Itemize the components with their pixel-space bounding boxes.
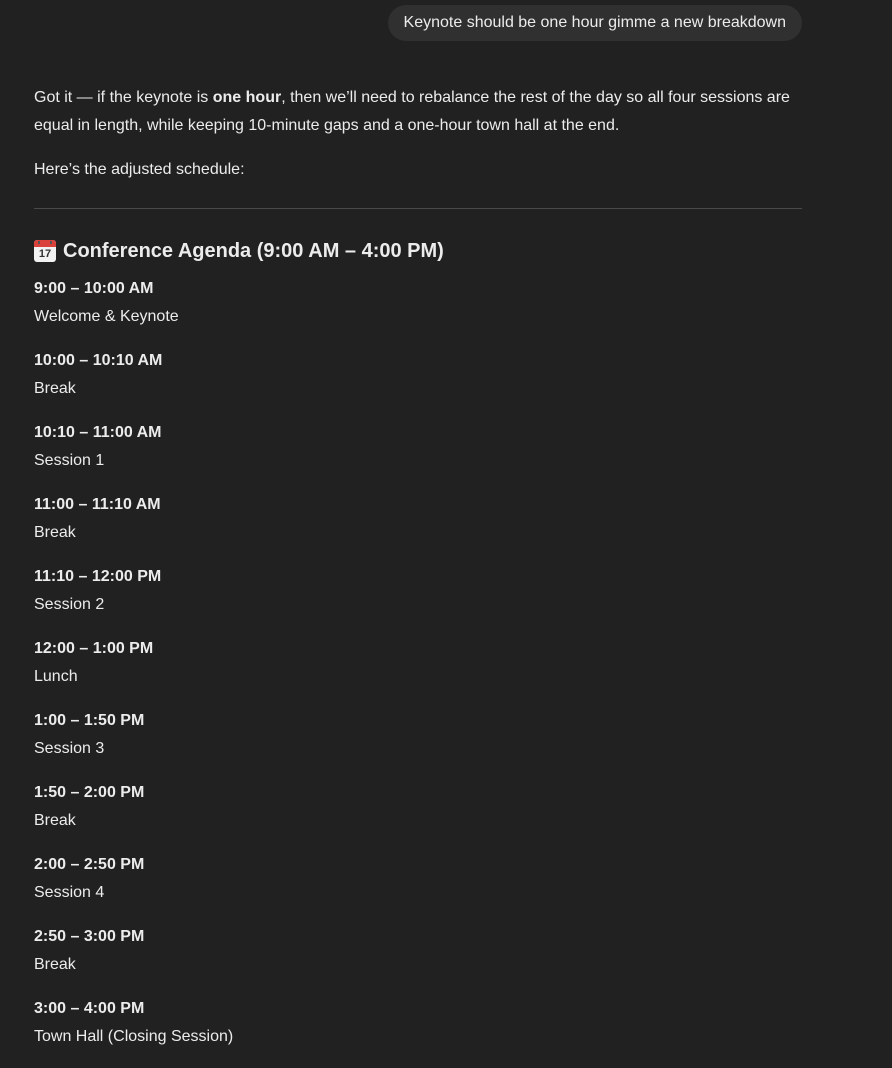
agenda-slot-label: Lunch — [34, 668, 78, 685]
agenda-slot-label: Break — [34, 812, 76, 829]
agenda-slot — [34, 851, 802, 907]
agenda-slot — [34, 635, 802, 691]
reply-intro-start: Got it — if the keynote is — [34, 89, 213, 106]
assistant-reply — [34, 84, 802, 1067]
agenda-slot-label: Break — [34, 380, 76, 397]
agenda-slot-label: Session 4 — [34, 884, 105, 901]
agenda-heading — [34, 235, 802, 267]
calendar-icon-number: 17 — [38, 248, 52, 260]
agenda-slot — [34, 347, 802, 403]
agenda-list — [34, 275, 802, 1051]
agenda-slot — [34, 995, 802, 1051]
agenda-slot — [34, 491, 802, 547]
agenda-slot — [34, 923, 802, 979]
agenda-slot-time: 9:00 – 10:00 AM — [34, 280, 154, 297]
agenda-slot-time: 2:50 – 3:00 PM — [34, 928, 145, 945]
agenda-slot-label: Town Hall (Closing Session) — [34, 1028, 234, 1045]
agenda-slot-time: 1:00 – 1:50 PM — [34, 712, 145, 729]
agenda-slot-time: 3:00 – 4:00 PM — [34, 1000, 145, 1017]
agenda-slot — [34, 707, 802, 763]
agenda-slot-time: 10:00 – 10:10 AM — [34, 352, 163, 369]
agenda-slot-time: 11:00 – 11:10 AM — [34, 496, 161, 513]
agenda-slot — [34, 779, 802, 835]
agenda-slot-label: Break — [34, 524, 76, 541]
divider — [34, 208, 802, 209]
agenda-slot-time: 11:10 – 12:00 PM — [34, 568, 162, 585]
agenda-slot-time: 12:00 – 1:00 PM — [34, 640, 154, 657]
agenda-slot — [34, 419, 802, 475]
agenda-slot-label: Welcome & Keynote — [34, 308, 179, 325]
agenda-slot-time: 2:00 – 2:50 PM — [34, 856, 145, 873]
agenda-slot-time: 1:50 – 2:00 PM — [34, 784, 145, 801]
agenda-slot — [34, 275, 802, 331]
calendar-icon — [34, 240, 56, 262]
agenda-slot — [34, 563, 802, 619]
reply-intro — [34, 84, 802, 140]
user-message-bubble: Keynote should be one hour gimme a new breakdown — [388, 5, 802, 41]
agenda-slot-label: Session 1 — [34, 452, 105, 469]
agenda-slot-time: 10:10 – 11:00 AM — [34, 424, 162, 441]
agenda-slot-label: Break — [34, 956, 76, 973]
agenda-title: Conference Agenda (9:00 AM – 4:00 PM) — [63, 240, 444, 262]
reply-intro-bold: one hour — [212, 89, 282, 106]
agenda-slot-label: Session 2 — [34, 596, 105, 613]
reply-intro-end: , then we’ll need to rebalance the rest of the day so all four sessions are equal in length, while keeping 10-minute gaps and a one-hour town hall at the end. — [34, 89, 790, 134]
agenda-slot-label: Session 3 — [34, 740, 105, 757]
reply-lead-in: Here’s the adjusted schedule: — [34, 161, 245, 178]
